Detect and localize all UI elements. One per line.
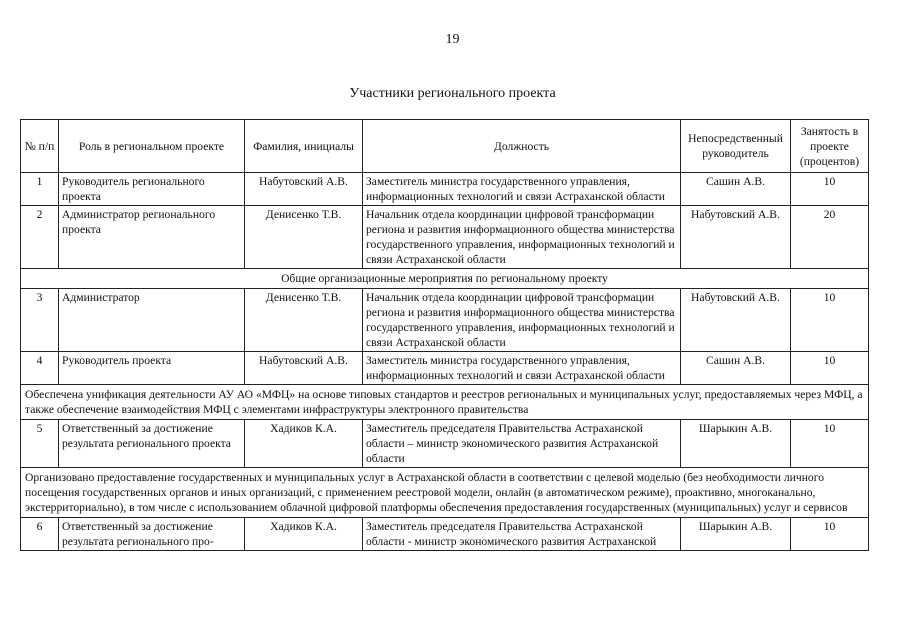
section-row bbox=[21, 468, 869, 518]
row-name: Набутовский А.В. bbox=[245, 173, 363, 206]
row-supervisor: Сашин А.В. bbox=[681, 173, 791, 206]
table-row bbox=[21, 206, 869, 269]
row-load: 10 bbox=[791, 352, 869, 385]
table-row bbox=[21, 289, 869, 352]
row-position: Начальник отдела координации цифровой трансформации региона и развития информационного общества министерства государственного управления, информационных технологий и связи Астраханской области bbox=[363, 289, 681, 352]
row-name: Хадиков К.А. bbox=[245, 420, 363, 468]
row-supervisor: Набутовский А.В. bbox=[681, 289, 791, 352]
row-num: 5 bbox=[21, 420, 59, 468]
header-num: № п/п bbox=[21, 120, 59, 173]
row-load: 10 bbox=[791, 420, 869, 468]
row-position: Заместитель председателя Правительства Астраханской области – министр экономического развития Астраханской области bbox=[363, 420, 681, 468]
row-position: Заместитель председателя Правительства Астраханской области - министр экономического развития Астраханской bbox=[363, 518, 681, 551]
row-role: Ответственный за достижение результата регионального проекта bbox=[59, 420, 245, 468]
row-load: 10 bbox=[791, 173, 869, 206]
table-header-row bbox=[21, 120, 869, 173]
row-name: Набутовский А.В. bbox=[245, 352, 363, 385]
row-num: 6 bbox=[21, 518, 59, 551]
table-row bbox=[21, 352, 869, 385]
row-supervisor: Шарыкин А.В. bbox=[681, 518, 791, 551]
table-row bbox=[21, 518, 869, 551]
row-load: 10 bbox=[791, 289, 869, 352]
section-general-title: Общие организационные мероприятия по региональному проекту bbox=[21, 269, 869, 289]
row-name: Денисенко Т.В. bbox=[245, 289, 363, 352]
row-position: Начальник отдела координации цифровой трансформации региона и развития информационного общества министерства государственного управления, информационных технологий и связи Астраханской области bbox=[363, 206, 681, 269]
row-num: 1 bbox=[21, 173, 59, 206]
header-role: Роль в региональном проекте bbox=[59, 120, 245, 173]
table-row bbox=[21, 420, 869, 468]
row-supervisor: Сашин А.В. bbox=[681, 352, 791, 385]
page-title: Участники регионального проекта bbox=[349, 86, 556, 101]
row-num: 2 bbox=[21, 206, 59, 269]
row-position: Заместитель министра государственного управления, информационных технологий и связи Астраханской области bbox=[363, 352, 681, 385]
row-load: 10 bbox=[791, 518, 869, 551]
participants-table bbox=[20, 119, 869, 551]
row-role: Руководитель регионального проекта bbox=[59, 173, 245, 206]
row-load: 20 bbox=[791, 206, 869, 269]
header-supervisor: Непосредственный руководитель bbox=[681, 120, 791, 173]
row-num: 3 bbox=[21, 289, 59, 352]
row-num: 4 bbox=[21, 352, 59, 385]
row-name: Денисенко Т.В. bbox=[245, 206, 363, 269]
row-position: Заместитель министра государственного управления, информационных технологий и связи Астраханской области bbox=[363, 173, 681, 206]
section-note-services: Организовано предоставление государственных и муниципальных услуг в Астраханской области в соответствии с целевой моделью (без необходимости личного посещения государственных органов и иных организаций, с применением реестровой модели, онлайн (в автоматическом режиме), проактивно, многоканально, экстерриториально), в том числе с использованием облачной цифровой платформы обеспечения предоставления государственных (муниципальных) услуг и сервисов bbox=[21, 468, 869, 518]
section-note-mfc: Обеспечена унификация деятельности АУ АО «МФЦ» на основе типовых стандартов и реестров региональных и муниципальных услуг, предоставляемых через МФЦ, а также обеспечение взаимодействия МФЦ с элементами инфраструктуры электронного правительства bbox=[21, 385, 869, 420]
row-role: Ответственный за достижение результата регионального про- bbox=[59, 518, 245, 551]
table-row bbox=[21, 173, 869, 206]
page-number: 19 bbox=[445, 32, 460, 47]
section-row bbox=[21, 269, 869, 289]
header-position: Должность bbox=[363, 120, 681, 173]
row-supervisor: Шарыкин А.В. bbox=[681, 420, 791, 468]
header-load: Занятость в проекте (процентов) bbox=[791, 120, 869, 173]
section-row bbox=[21, 385, 869, 420]
header-name: Фамилия, инициалы bbox=[245, 120, 363, 173]
row-role: Руководитель проекта bbox=[59, 352, 245, 385]
row-role: Администратор регионального проекта bbox=[59, 206, 245, 269]
row-supervisor: Набутовский А.В. bbox=[681, 206, 791, 269]
row-name: Хадиков К.А. bbox=[245, 518, 363, 551]
row-role: Администратор bbox=[59, 289, 245, 352]
